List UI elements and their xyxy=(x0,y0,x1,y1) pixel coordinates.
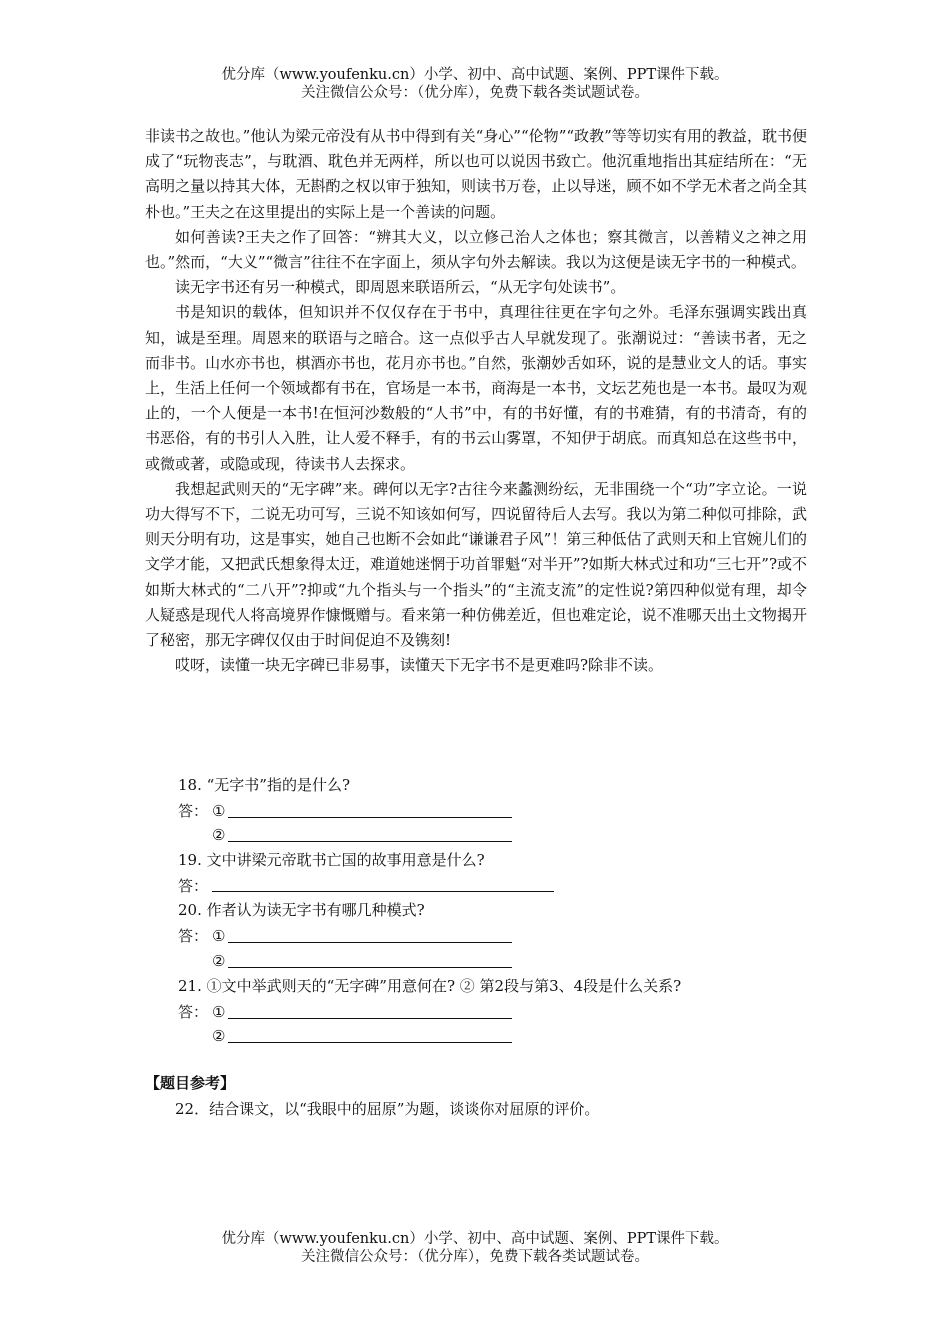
answer-line[interactable] xyxy=(228,1018,512,1019)
answer-mark-1: ① xyxy=(212,1003,226,1021)
paragraph-6: 哎呀，读懂一块无字碑已非易事，读懂天下无字书不是更难吗?除非不读。 xyxy=(175,656,664,675)
page-footer xyxy=(0,1230,950,1266)
answer-label: 答： xyxy=(178,802,209,820)
answer-line[interactable] xyxy=(228,1042,512,1043)
footer-line-2: 关注微信公众号：（优分库），免费下载各类试题试卷。 xyxy=(301,1249,649,1265)
reference-section-title: 【题目参考】 xyxy=(145,1074,236,1092)
question-18: 18. “无字书”指的是什么? xyxy=(178,776,351,794)
article-body xyxy=(145,124,807,678)
paragraph-3: 读无字书还有另一种模式，即周恩来联语所云，“从无字句处读书”。 xyxy=(175,278,626,297)
answer-line[interactable] xyxy=(228,942,512,943)
paragraph-5: 我想起武则天的“无字碑”来。碑何以无字?古往今来蠡测纷纭，无非围绕一个“功”字立论。一说功大得写不下，二说无功可写，三说不知该如何写，四说留待后人去写。我以为第二种似可排除，武则天分明有功，这是事实，她自己也断不会如此“谦谦君子风”！第三种低估了武则天和上官婉儿们的文学才能，又把武氏想象得太迂，难道她迷惘于功首罪魁“对半开”?如斯大林式过和功“三七开”?或不如斯大林式的“二八开”?抑或“九个指头与一个指头”的“主流支流”的定性说?第四种似觉有理，却令人疑惑是现代人将高境界作慷慨赠与。看来第一种仿佛差近，但也难定论，说不准哪天出土文物揭开了秘密，那无字碑仅仅由于时间促迫不及镌刻! xyxy=(145,479,807,650)
question-20: 20. 作者认为读无字书有哪几种模式? xyxy=(178,901,425,919)
answer-mark-2: ② xyxy=(212,826,226,844)
answer-line[interactable] xyxy=(228,841,512,842)
page-header xyxy=(0,66,950,102)
answer-line[interactable] xyxy=(228,817,512,818)
answer-mark-2: ② xyxy=(212,952,226,970)
paragraph-2: 如何善读?王夫之作了回答：“辨其大义，以立修己治人之体也；察其微言，以善精义之神之用也。”然而，“大义”“微言”往往不在字面上，须从字句外去解读。我以为这便是读无字书的一种模式。 xyxy=(145,227,807,272)
question-21: 21. ①文中举武则天的“无字碑”用意何在? ② 第2段与第3、4段是什么关系? xyxy=(178,977,682,995)
answer-label: 答： xyxy=(178,877,209,895)
answer-mark-1: ① xyxy=(212,927,226,945)
paragraph-1: 非读书之故也。”他认为梁元帝没有从书中得到有关“身心”“伦物”“政教”等等切实有用的教益，耽书便成了“玩物丧志”，与耽酒、耽色并无两样，所以也可以说因书致亡。他沉重地指出其症结所在：“无高明之量以持其大体，无斟酌之权以审于独知，则读书万卷，止以导迷，顾不如不学无术者之尚全其朴也。”王夫之在这里提出的实际上是一个善读的问题。 xyxy=(145,127,807,221)
question-19: 19. 文中讲梁元帝耽书亡国的故事用意是什么? xyxy=(178,851,485,869)
answer-line[interactable] xyxy=(212,891,554,892)
header-line-2: 关注微信公众号：（优分库），免费下载各类试题试卷。 xyxy=(301,85,649,101)
answer-label: 答： xyxy=(178,1003,209,1021)
header-line-1: 优分库（www.youfenku.cn）小学、初中、高中试题、案例、PPT课件下载。 xyxy=(221,67,729,83)
question-22: 22．结合课文，以“我眼中的屈原”为题，谈谈你对屈原的评价。 xyxy=(175,1100,600,1118)
answer-mark-2: ② xyxy=(212,1027,226,1045)
footer-line-1: 优分库（www.youfenku.cn）小学、初中、高中试题、案例、PPT课件下载。 xyxy=(221,1231,729,1247)
paragraph-4: 书是知识的载体，但知识并不仅仅存在于书中，真理往往更在字句之外。毛泽东强调实践出真知，诚是至理。周恩来的联语与之暗合。这一点似乎古人早就发现了。张潮说过：“善读书者，无之而非书。山水亦书也，棋酒亦书也，花月亦书也。”自然，张潮妙舌如环，说的是慧业文人的话。事实上，生活上任何一个领域都有书在，官场是一本书，商海是一本书，文坛艺苑也是一本书。最叹为观止的，一个人便是一本书!在恒河沙数般的“人书”中，有的书好懂，有的书难猜，有的书清奇，有的书恶俗，有的书引人入胜，让人爱不释手，有的书云山雾罩，不知伊于胡底。而真知总在这些书中，或微或著，或隐或现，待读书人去探求。 xyxy=(145,303,807,473)
answer-line[interactable] xyxy=(228,967,512,968)
answer-label: 答： xyxy=(178,927,209,945)
answer-mark-1: ① xyxy=(212,802,226,820)
